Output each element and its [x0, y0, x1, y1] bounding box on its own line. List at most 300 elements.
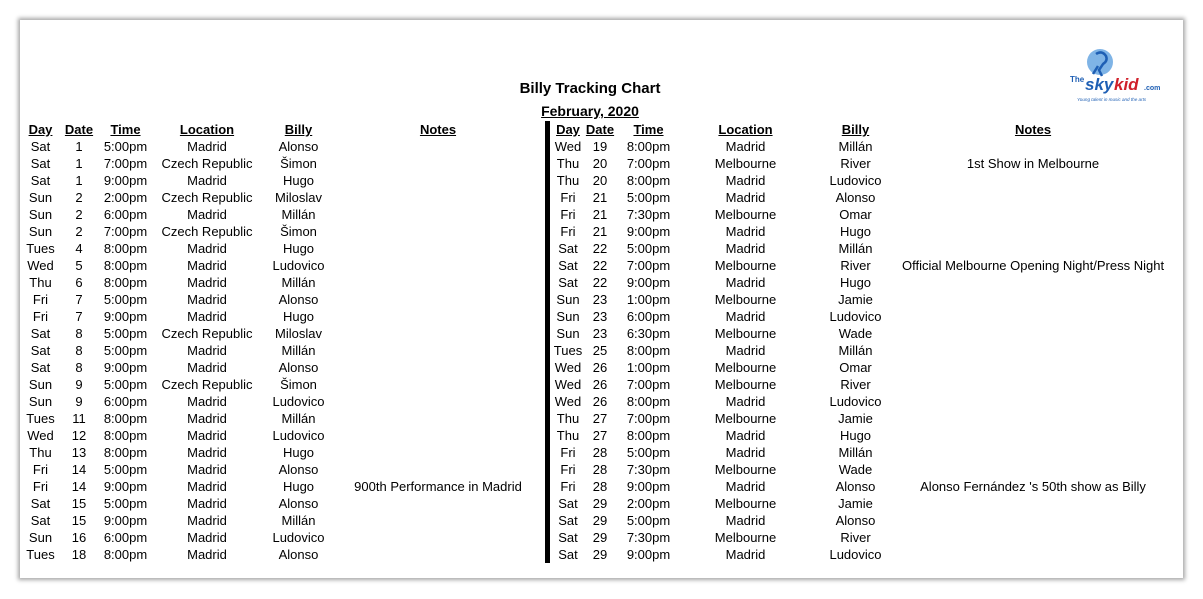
cell-day: Sat [30, 326, 51, 341]
table-row [551, 189, 1164, 206]
cell-time: 5:00pm [626, 190, 671, 205]
cell-time: 8:00pm [626, 343, 671, 358]
cell-billy: Hugo [839, 428, 872, 443]
cell-billy: River [840, 530, 871, 545]
cell-notes: Official Melbourne Opening Night/Press Night [902, 258, 1165, 273]
cell-billy: River [840, 377, 871, 392]
table-row [551, 274, 1164, 291]
cell-day: Fri [32, 479, 49, 494]
cell-time: 9:00pm [626, 479, 671, 494]
cell-billy: Ludovico [272, 258, 325, 273]
cell-location: Melbourne [714, 530, 777, 545]
cell-notes [902, 512, 1164, 529]
table-row [24, 546, 543, 563]
cell-day: Sat [558, 530, 578, 545]
table-header-row [24, 121, 543, 138]
cell-time: 8:00pm [626, 428, 671, 443]
cell-time: 8:00pm [103, 411, 148, 426]
cell-date: 15 [71, 496, 87, 511]
cell-time: 8:00pm [103, 275, 148, 290]
cell-location: Madrid [187, 292, 227, 307]
cell-location: Madrid [187, 207, 227, 222]
table-row [24, 427, 543, 444]
cell-date: 13 [71, 445, 87, 460]
cell-notes [902, 291, 1164, 308]
cell-day: Sat [558, 241, 578, 256]
cell-notes [333, 274, 543, 291]
table-row [551, 495, 1164, 512]
logo-tagline: Young talent in music and the arts [1077, 97, 1147, 102]
cell-date: 9 [75, 394, 83, 409]
cell-billy: Alonso [835, 190, 876, 205]
cell-day: Fri [560, 190, 576, 205]
cell-date: 5 [75, 258, 83, 273]
table-row [24, 138, 543, 155]
cell-day: Fri [560, 479, 576, 494]
table-row [24, 444, 543, 461]
cell-date: 29 [592, 547, 608, 562]
cell-location: Madrid [725, 445, 766, 460]
cell-date: 26 [592, 394, 608, 409]
cell-date: 14 [71, 479, 87, 494]
cell-notes [902, 393, 1164, 410]
cell-billy: Ludovico [829, 547, 882, 562]
cell-time: 6:00pm [103, 394, 148, 409]
cell-location: Czech Republic [161, 224, 253, 239]
cell-date: 27 [592, 428, 608, 443]
cell-notes [333, 444, 543, 461]
table-row [551, 393, 1164, 410]
table-row [24, 512, 543, 529]
cell-day: Sun [556, 326, 580, 341]
cell-location: Czech Republic [161, 326, 253, 341]
cell-day: Fri [32, 309, 49, 324]
cell-location: Melbourne [714, 326, 777, 341]
table-row [24, 495, 543, 512]
cell-date: 2 [75, 224, 83, 239]
cell-time: 1:00pm [626, 360, 671, 375]
cell-time: 9:00pm [103, 360, 148, 375]
cell-billy: Miloslav [275, 326, 322, 341]
cell-notes [902, 529, 1164, 546]
header-billy: Billy [284, 122, 313, 137]
cell-day: Fri [560, 445, 576, 460]
cell-notes [333, 291, 543, 308]
header-billy: Billy [841, 122, 870, 137]
table-row [24, 529, 543, 546]
cell-day: Tues [26, 241, 55, 256]
cell-billy: Alonso [278, 139, 319, 154]
cell-day: Thu [556, 411, 580, 426]
table-row [551, 461, 1164, 478]
cell-location: Madrid [187, 428, 227, 443]
cell-billy: Millán [838, 343, 873, 358]
cell-notes [333, 512, 543, 529]
cell-location: Madrid [725, 394, 766, 409]
cell-date: 23 [592, 309, 608, 324]
cell-time: 7:00pm [626, 411, 671, 426]
cell-notes [333, 342, 543, 359]
cell-location: Madrid [187, 309, 227, 324]
table-row [551, 172, 1164, 189]
cell-time: 8:00pm [626, 394, 671, 409]
cell-billy: Millán [281, 207, 316, 222]
cell-date: 29 [592, 513, 608, 528]
table-row [24, 325, 543, 342]
cell-day: Fri [32, 292, 49, 307]
table-row [24, 206, 543, 223]
header-day: Day [28, 122, 53, 137]
cell-location: Czech Republic [161, 190, 253, 205]
cell-date: 22 [592, 241, 608, 256]
cell-day: Sun [556, 309, 580, 324]
cell-time: 9:00pm [103, 513, 148, 528]
cell-day: Sat [558, 547, 578, 562]
header-time: Time [110, 122, 141, 137]
cell-billy: Ludovico [272, 428, 325, 443]
cell-time: 7:00pm [626, 156, 671, 171]
table-row [24, 376, 543, 393]
cell-time: 5:00pm [103, 343, 148, 358]
cell-time: 5:00pm [626, 513, 671, 528]
cell-notes [902, 376, 1164, 393]
cell-day: Wed [554, 377, 582, 392]
cell-time: 8:00pm [626, 139, 671, 154]
cell-notes [333, 155, 543, 172]
table-row [551, 206, 1164, 223]
cell-location: Madrid [187, 547, 227, 562]
cell-notes [902, 308, 1164, 325]
cell-date: 21 [592, 190, 608, 205]
cell-time: 9:00pm [626, 547, 671, 562]
cell-day: Sat [30, 360, 51, 375]
cell-date: 20 [592, 173, 608, 188]
table-row [551, 546, 1164, 563]
cell-date: 1 [75, 139, 83, 154]
cell-time: 8:00pm [103, 547, 148, 562]
cell-day: Thu [556, 156, 580, 171]
cell-notes [902, 206, 1164, 223]
cell-notes [333, 189, 543, 206]
cell-notes [902, 223, 1164, 240]
cell-time: 7:30pm [626, 207, 671, 222]
cell-time: 9:00pm [103, 479, 148, 494]
cell-day: Sat [30, 513, 51, 528]
cell-day: Wed [554, 360, 582, 375]
cell-billy: Hugo [282, 445, 315, 460]
cell-billy: River [840, 156, 871, 171]
cell-location: Madrid [187, 275, 227, 290]
cell-day: Sun [28, 224, 53, 239]
cell-location: Melbourne [714, 258, 777, 273]
cell-date: 23 [592, 292, 608, 307]
cell-billy: Ludovico [829, 394, 882, 409]
table-row [24, 274, 543, 291]
cell-time: 5:00pm [103, 462, 148, 477]
table-row [551, 308, 1164, 325]
cell-location: Melbourne [714, 360, 777, 375]
cell-billy: Šimon [280, 156, 317, 171]
cell-notes [902, 274, 1164, 291]
cell-day: Sat [30, 496, 51, 511]
cell-time: 5:00pm [626, 445, 671, 460]
cell-location: Melbourne [714, 292, 777, 307]
table-row [24, 223, 543, 240]
cell-location: Madrid [187, 241, 227, 256]
cell-location: Melbourne [714, 377, 777, 392]
cell-billy: Alonso [278, 547, 319, 562]
cell-notes [902, 359, 1164, 376]
table-row [551, 478, 1164, 495]
table-row [24, 410, 543, 427]
table-row [24, 240, 543, 257]
cell-time: 8:00pm [626, 173, 671, 188]
cell-location: Madrid [725, 343, 766, 358]
cell-date: 20 [592, 156, 608, 171]
table-row [24, 308, 543, 325]
cell-time: 8:00pm [103, 241, 148, 256]
cell-notes [333, 427, 543, 444]
cell-day: Wed [554, 139, 582, 154]
cell-notes [333, 376, 543, 393]
cell-time: 9:00pm [626, 275, 671, 290]
cell-location: Madrid [187, 173, 227, 188]
cell-date: 18 [71, 547, 87, 562]
cell-day: Sat [558, 513, 578, 528]
cell-day: Thu [29, 445, 52, 460]
logo-text-kid: kid [1114, 75, 1139, 94]
column-divider [545, 121, 550, 563]
cell-date: 27 [592, 411, 608, 426]
cell-billy: Millán [281, 513, 316, 528]
cell-billy: Millán [838, 445, 873, 460]
cell-notes [333, 325, 543, 342]
cell-billy: Alonso [278, 360, 319, 375]
cell-date: 8 [75, 326, 83, 341]
cell-notes [333, 257, 543, 274]
table-row [551, 291, 1164, 308]
table-row [24, 393, 543, 410]
cell-day: Sun [28, 394, 53, 409]
cell-date: 7 [75, 309, 83, 324]
cell-day: Sat [558, 496, 578, 511]
theskykid-logo [1068, 46, 1174, 104]
cell-notes [333, 206, 543, 223]
cell-billy: Wade [838, 326, 873, 341]
cell-notes [333, 172, 543, 189]
cell-billy: Hugo [282, 309, 315, 324]
cell-date: 11 [72, 411, 86, 426]
cell-notes [333, 393, 543, 410]
table-row [551, 325, 1164, 342]
cell-time: 7:00pm [626, 377, 671, 392]
cell-time: 6:00pm [626, 309, 671, 324]
table-row [551, 359, 1164, 376]
cell-notes [902, 444, 1164, 461]
cell-notes: 900th Performance in Madrid [354, 479, 522, 494]
table-row [551, 410, 1164, 427]
cell-day: Sat [558, 258, 578, 273]
cell-time: 5:00pm [103, 292, 148, 307]
logo-text-the: The [1070, 75, 1085, 84]
cell-billy: Millán [838, 139, 873, 154]
cell-location: Madrid [187, 343, 227, 358]
cell-time: 9:00pm [626, 224, 671, 239]
cell-date: 28 [592, 462, 608, 477]
cell-notes [902, 546, 1164, 563]
cell-billy: Omar [839, 207, 872, 222]
cell-date: 29 [592, 530, 608, 545]
table-row [551, 529, 1164, 546]
cell-location: Melbourne [714, 462, 777, 477]
cell-location: Melbourne [714, 156, 777, 171]
header-day: Day [556, 122, 580, 137]
table-row [551, 257, 1164, 274]
cell-date: 22 [592, 275, 608, 290]
cell-day: Fri [560, 462, 576, 477]
page-title: Billy Tracking Chart [519, 80, 661, 97]
logo-text-com: .com [1144, 85, 1161, 92]
cell-day: Sat [30, 173, 51, 188]
cell-date: 25 [592, 343, 608, 358]
cell-notes [333, 461, 543, 478]
table-row [24, 478, 543, 495]
cell-day: Sat [30, 156, 51, 171]
header-date: Date [585, 122, 615, 137]
cell-billy: Hugo [282, 241, 315, 256]
table-row [24, 359, 543, 376]
cell-notes: 1st Show in Melbourne [966, 156, 1100, 171]
cell-notes [902, 325, 1164, 342]
cell-date: 12 [71, 428, 87, 443]
cell-notes [333, 546, 543, 563]
cell-billy: Ludovico [829, 173, 882, 188]
logo-text-sky: sky [1085, 75, 1114, 94]
cell-location: Madrid [725, 190, 766, 205]
cell-notes [333, 138, 543, 155]
right-schedule-table [551, 121, 1164, 563]
cell-time: 5:00pm [103, 139, 148, 154]
cell-notes [902, 240, 1164, 257]
left-schedule-table [24, 121, 543, 563]
cell-date: 6 [75, 275, 83, 290]
cell-location: Madrid [725, 428, 766, 443]
cell-day: Sat [30, 343, 51, 358]
cell-notes [902, 138, 1164, 155]
cell-date: 2 [75, 190, 83, 205]
header-location: Location [718, 122, 773, 137]
cell-location: Madrid [725, 173, 766, 188]
cell-location: Madrid [725, 479, 766, 494]
cell-time: 5:00pm [626, 241, 671, 256]
cell-billy: Hugo [282, 173, 315, 188]
cell-location: Madrid [187, 360, 227, 375]
cell-date: 28 [592, 479, 608, 494]
cell-time: 8:00pm [103, 258, 148, 273]
table-row [551, 240, 1164, 257]
table-row [551, 512, 1164, 529]
cell-time: 9:00pm [103, 173, 148, 188]
cell-location: Madrid [725, 224, 766, 239]
cell-day: Sun [556, 292, 580, 307]
cell-date: 26 [592, 377, 608, 392]
cell-date: 29 [592, 496, 608, 511]
cell-day: Thu [556, 428, 580, 443]
cell-location: Madrid [187, 139, 227, 154]
cell-billy: Millán [281, 343, 316, 358]
cell-day: Thu [29, 275, 52, 290]
cell-billy: Jamie [838, 496, 873, 511]
cell-billy: Ludovico [272, 394, 325, 409]
cell-notes [333, 223, 543, 240]
cell-time: 6:00pm [103, 207, 148, 222]
cell-day: Sat [558, 275, 578, 290]
cell-billy: Alonso [278, 496, 319, 511]
cell-notes [902, 461, 1164, 478]
cell-day: Sun [28, 190, 53, 205]
cell-time: 6:30pm [626, 326, 671, 341]
cell-date: 8 [75, 343, 83, 358]
cell-billy: Alonso [835, 513, 876, 528]
cell-day: Wed [27, 258, 54, 273]
cell-notes [902, 189, 1164, 206]
cell-billy: Šimon [280, 377, 317, 392]
cell-day: Fri [560, 207, 576, 222]
cell-date: 15 [71, 513, 87, 528]
table-row [24, 189, 543, 206]
cell-billy: Hugo [282, 479, 315, 494]
cell-billy: Šimon [280, 224, 317, 239]
cell-location: Madrid [187, 411, 227, 426]
cell-day: Thu [556, 173, 580, 188]
cell-time: 1:00pm [626, 292, 671, 307]
cell-day: Wed [27, 428, 54, 443]
cell-time: 9:00pm [103, 309, 148, 324]
cell-date: 19 [592, 139, 608, 154]
cell-billy: Alonso [835, 479, 876, 494]
cell-time: 7:00pm [103, 156, 148, 171]
cell-notes [902, 427, 1164, 444]
cell-location: Czech Republic [161, 156, 253, 171]
cell-notes [333, 529, 543, 546]
cell-day: Wed [554, 394, 582, 409]
cell-time: 8:00pm [103, 428, 148, 443]
cell-date: 9 [75, 377, 83, 392]
cell-date: 28 [592, 445, 608, 460]
cell-notes [333, 308, 543, 325]
table-row [551, 427, 1164, 444]
cell-billy: Millán [281, 411, 316, 426]
table-row [551, 444, 1164, 461]
table-row [551, 376, 1164, 393]
cell-date: 1 [75, 173, 83, 188]
cell-day: Sun [28, 377, 53, 392]
cell-billy: Alonso [278, 462, 319, 477]
table-row [24, 291, 543, 308]
cell-notes [902, 342, 1164, 359]
header-location: Location [179, 122, 235, 137]
cell-time: 5:00pm [103, 377, 148, 392]
cell-billy: Millán [838, 241, 873, 256]
cell-notes [333, 495, 543, 512]
cell-time: 7:30pm [626, 530, 671, 545]
cell-time: 2:00pm [626, 496, 671, 511]
cell-notes [333, 410, 543, 427]
cell-date: 7 [75, 292, 83, 307]
cell-notes [902, 410, 1164, 427]
cell-day: Tues [26, 411, 55, 426]
cell-date: 16 [71, 530, 87, 545]
